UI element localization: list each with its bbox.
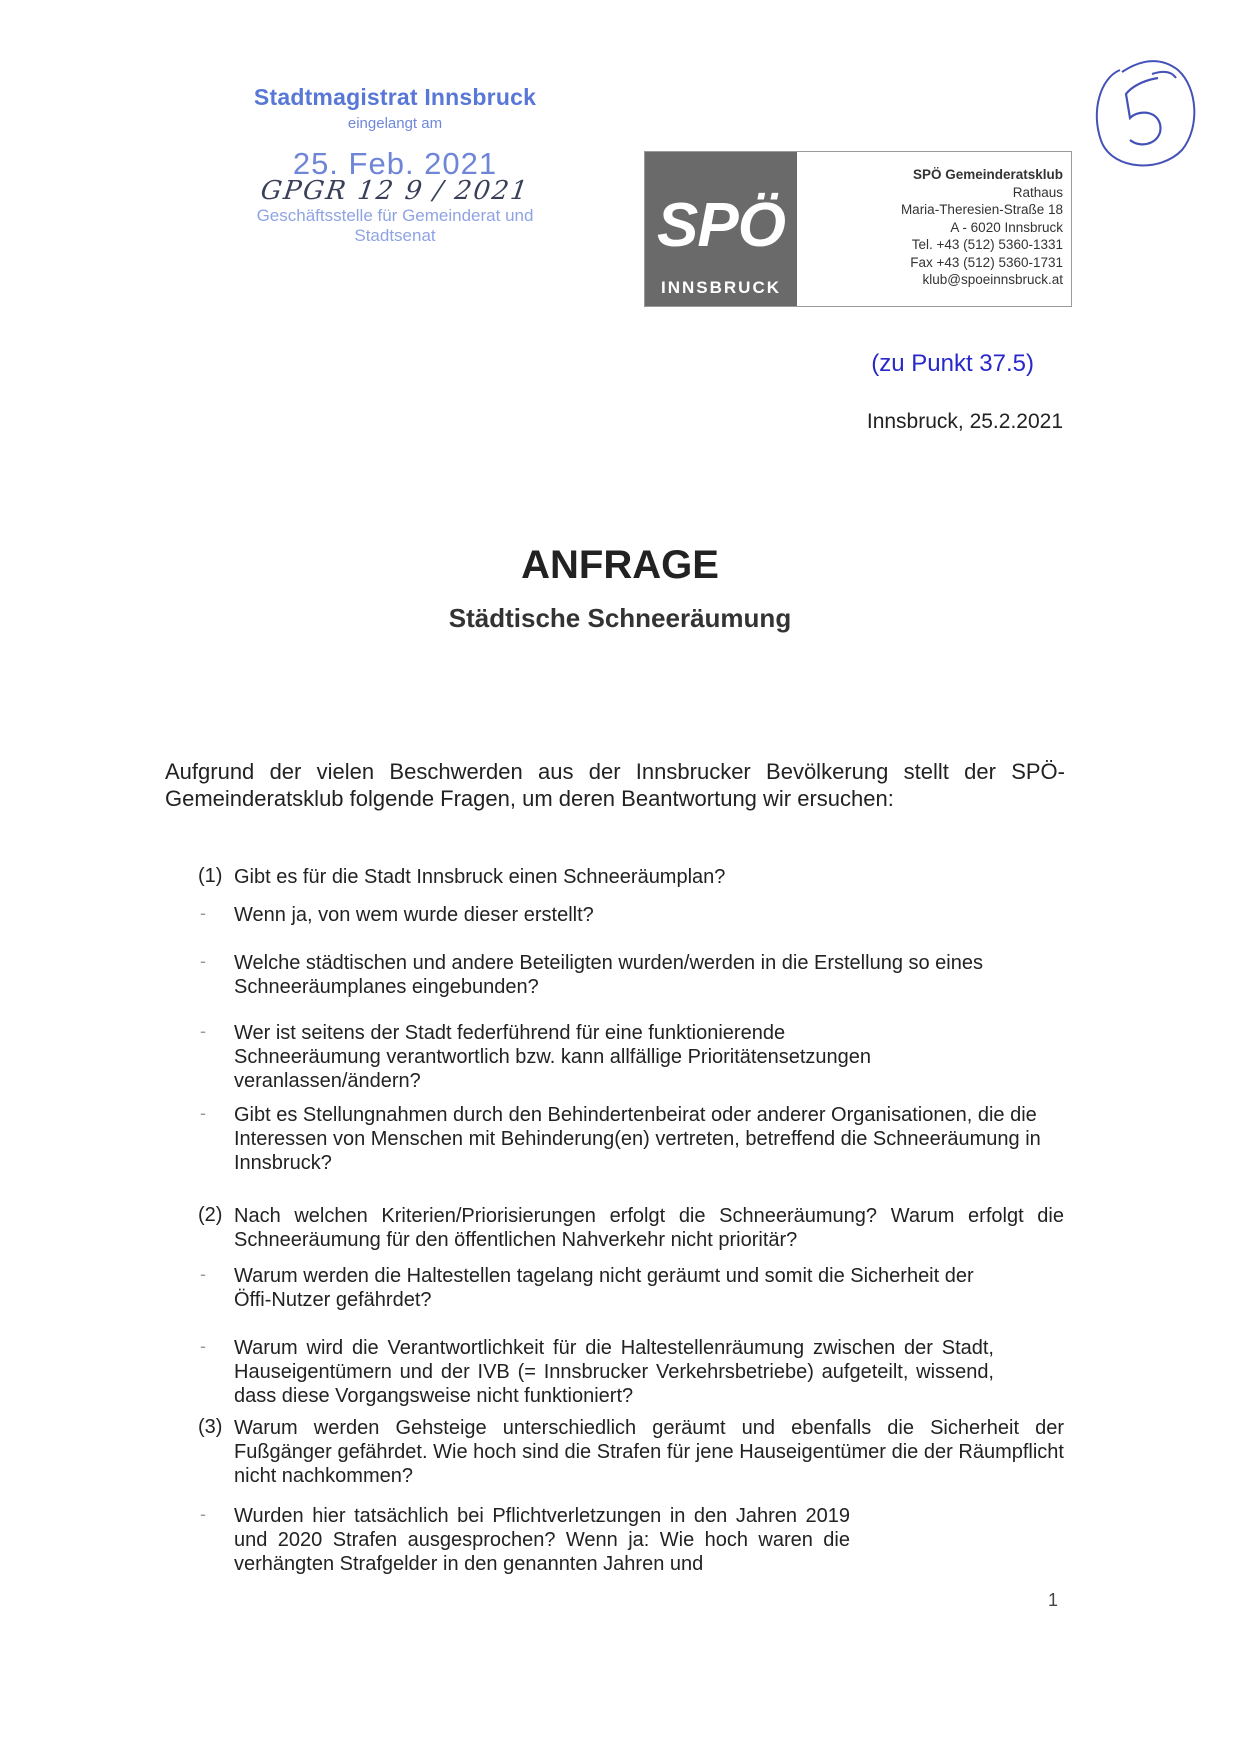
- question-number-3: (3): [198, 1416, 223, 1438]
- address-line-3: A - 6020 Innsbruck: [950, 219, 1063, 235]
- document-title: ANFRAGE: [521, 543, 719, 587]
- question-3: Warum werden Gehsteige unterschiedlich geräumt und ebenfalls die Sicherheit der Fußgänger gefährdet. Wie hoch sind die Strafen für jene Hauseigentümer die der Räumpflicht nicht nachkommen?: [234, 1417, 1064, 1487]
- page-number: 1: [1048, 1590, 1059, 1610]
- question-2: Nach welchen Kriterien/Priorisierungen erfolgt die Schneeräumung? Warum erfolgt die Schneeräumung für den öffentlichen Nahverkehr nicht prioritär?: [234, 1205, 1064, 1251]
- stamp-office: Geschäftsstelle für Gemeinderat und Stadtsenat: [256, 206, 534, 245]
- question-1a: Wenn ja, von wem wurde dieser erstellt?: [234, 904, 594, 926]
- bullet-dash: -: [200, 1021, 206, 1041]
- logo-city: INNSBRUCK: [661, 278, 781, 297]
- bullet-dash: -: [200, 951, 206, 971]
- letterhead: [644, 151, 1072, 307]
- intro-paragraph: Aufgrund der vielen Beschwerden aus der Innsbrucker Bevölkerung stellt der SPÖ-Gemeinderatsklub folgende Fragen, um deren Beantwortung wir ersuchen:: [165, 759, 1065, 811]
- place-date: Innsbruck, 25.2.2021: [866, 410, 1063, 433]
- bullet-dash: -: [200, 1103, 206, 1123]
- bullet-dash: -: [200, 1264, 206, 1284]
- email-address: klub@spoeinnsbruck.at: [922, 272, 1063, 287]
- question-number-1: (1): [198, 865, 223, 887]
- agenda-reference: (zu Punkt 37.5): [871, 350, 1034, 377]
- question-2b: Warum wird die Verantwortlichkeit für die Haltestellenräumung zwischen der Stadt, Hauseigentümern und der IVB (= Innsbrucker Verkehrsbetriebe) aufgeteilt, wissend, dass diese Vorgangsweise nicht funktioniert?: [234, 1337, 994, 1407]
- question-number-2: (2): [198, 1204, 223, 1226]
- stamp-reference: GPGR 12 9 / 2021: [258, 176, 532, 206]
- question-2a: Warum werden die Haltestellen tagelang nicht geräumt und somit die Sicherheit der Öffi-Nutzer gefährdet?: [234, 1265, 974, 1311]
- question-1c: Wer ist seitens der Stadt federführend für eine funktionierende Schneeräumung verantwortlich bzw. kann allfällige Prioritätensetzungen veranlassen/ändern?: [234, 1022, 872, 1092]
- contact-block: [901, 166, 1063, 289]
- bullet-dash: -: [200, 903, 206, 923]
- question-1b: Welche städtischen und andere Beteiligten wurden/werden in die Erstellung so eines Schneeräumplanes eingebunden?: [234, 952, 983, 998]
- question-1d: Gibt es Stellungnahmen durch den Behindertenbeirat oder anderer Organisationen, die die Interessen von Menschen mit Behinderung(en) vertreten, betreffend die Schneeräumung in Innsbruck?: [234, 1104, 1041, 1174]
- phone-number: Tel. +43 (512) 5360-1331: [911, 237, 1063, 252]
- bullet-dash: -: [200, 1336, 206, 1356]
- handwritten-circled-number: [1090, 58, 1200, 178]
- receipt-stamp: [230, 84, 560, 246]
- stamp-received-label: eingelangt am: [347, 115, 443, 132]
- spoe-logo: [645, 152, 797, 306]
- club-name: SPÖ Gemeinderatsklub: [912, 167, 1063, 182]
- document-subtitle: Städtische Schneeräumung: [448, 603, 792, 633]
- stamp-organization: Stadtmagistrat Innsbruck: [253, 84, 537, 110]
- question-1: Gibt es für die Stadt Innsbruck einen Schneeräumplan?: [234, 866, 726, 888]
- logo-wordmark: SPÖ: [657, 191, 785, 260]
- stamp-date: 25. Feb. 2021: [292, 146, 498, 181]
- question-3a: Wurden hier tatsächlich bei Pflichtverletzungen in den Jahren 2019 und 2020 Strafen ausgesprochen? Wenn ja: Wie hoch waren die verhängten Strafgelder in den genannten Jahren und: [234, 1505, 850, 1575]
- bullet-dash: -: [200, 1504, 206, 1524]
- address-line-2: Maria-Theresien-Straße 18: [900, 202, 1063, 217]
- address-line-1: Rathaus: [1012, 184, 1063, 200]
- fax-number: Fax +43 (512) 5360-1731: [910, 254, 1063, 270]
